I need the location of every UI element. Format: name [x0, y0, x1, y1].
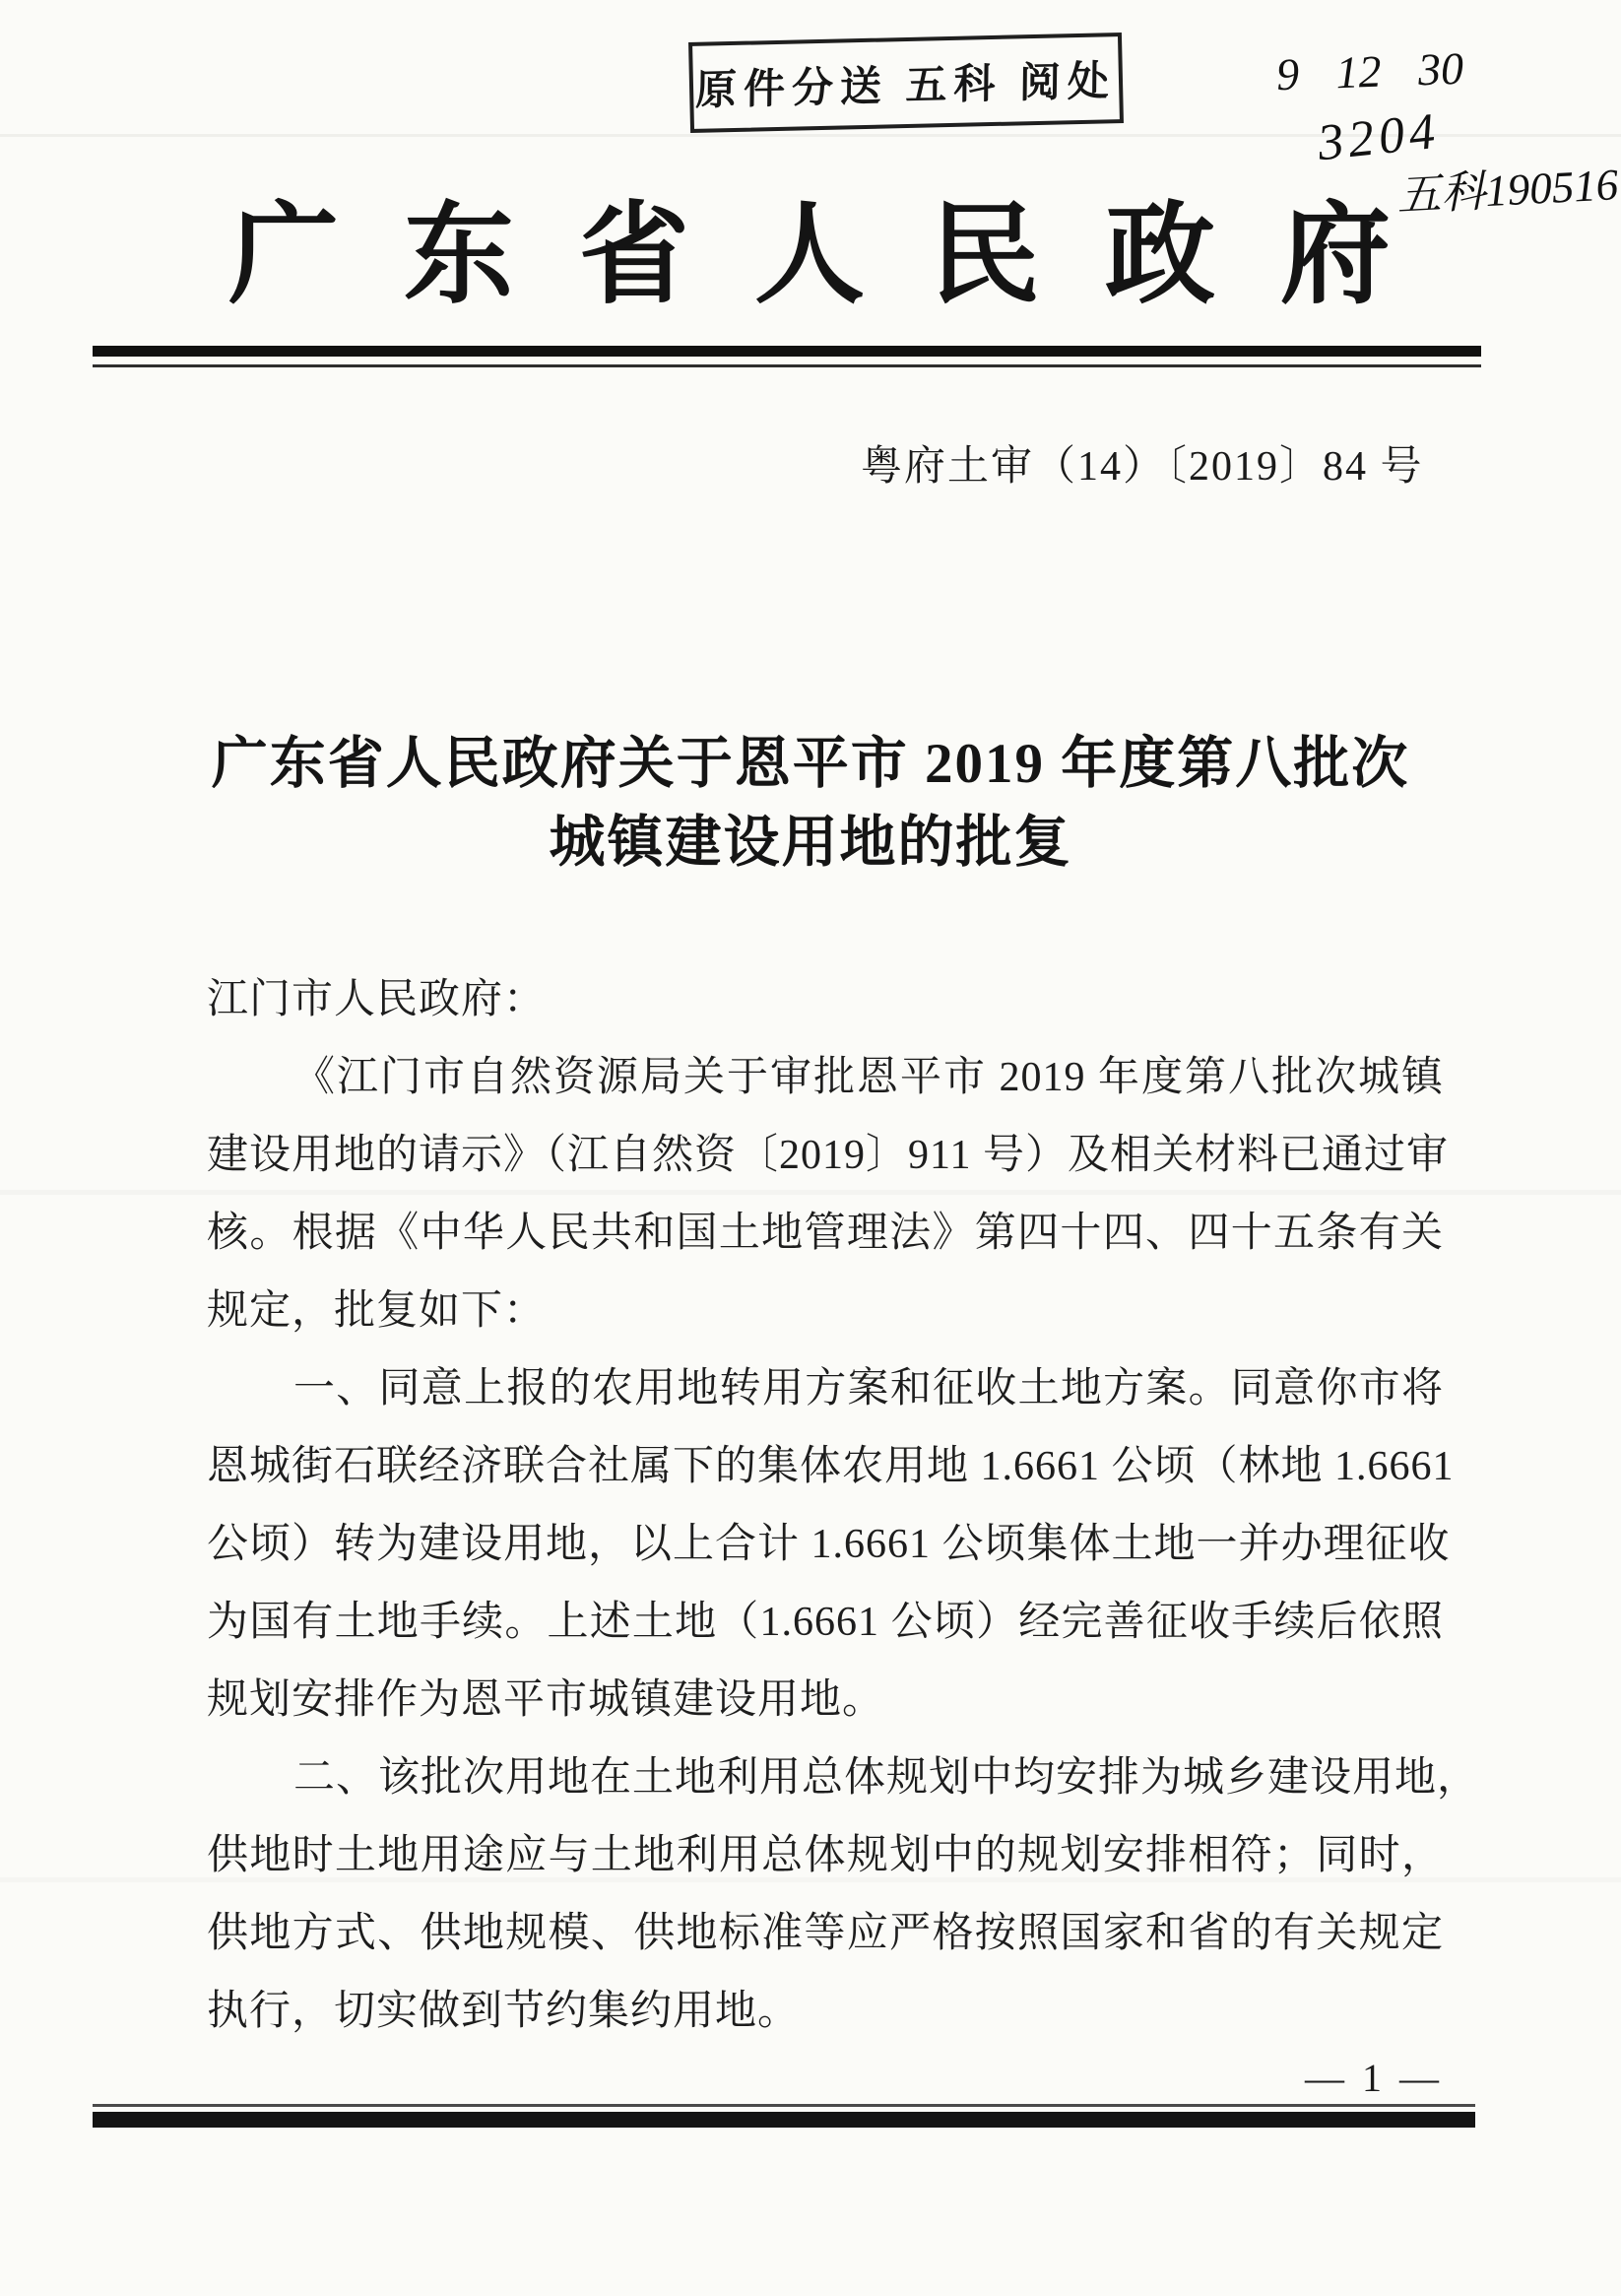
document-title: [0, 725, 1621, 883]
document-title-line1: 广东省人民政府关于恩平市 2019 年度第八批次: [211, 733, 1410, 795]
routing-stamp-box: [688, 33, 1124, 133]
letterhead-rule-thin: [93, 364, 1481, 367]
body-line: 《江门市自然资源局关于审批恩平市 2019 年度第八批次城镇: [293, 1055, 1444, 1100]
body-line: 规定，批复如下：: [207, 1288, 547, 1334]
footer-rule-thick: [93, 2112, 1475, 2128]
document-title-line2: 城镇建设用地的批复: [549, 812, 1072, 874]
body-line: 为国有土地手续。上述土地（1.6661 公顷）经完善征收手续后依照: [207, 1600, 1444, 1645]
handwritten-date-note: 9 12 30: [1275, 42, 1464, 100]
body-line: 公顷）转为建设用地，以上合计 1.6661 公顷集体土地一并办理征收: [207, 1522, 1451, 1567]
document-number: 粤府土审（14）〔2019〕84 号: [861, 444, 1424, 490]
body-line: 建设用地的请示》（江自然资〔2019〕911 号）及相关材料已通过审: [207, 1133, 1449, 1178]
footer-rule-thin: [93, 2104, 1475, 2107]
document-body: [207, 961, 1480, 2051]
body-line: 核。根据《中华人民共和国土地管理法》第四十四、四十五条有关: [207, 1211, 1444, 1256]
body-line: 供地时土地用途应与土地利用总体规划中的规划安排相符；同时，: [207, 1833, 1444, 1878]
handwritten-number-note: 3204: [1315, 102, 1443, 172]
routing-stamp-text: 原件分送 五科 阅处: [695, 59, 1117, 114]
letterhead-rule-thick: [93, 346, 1481, 357]
body-line: 供地方式、供地规模、供地标准等应严格按照国家和省的有关规定: [207, 1911, 1444, 1956]
body-line-salutation: 江门市人民政府：: [207, 977, 547, 1022]
body-line: 规划安排作为恩平市城镇建设用地。: [207, 1677, 885, 1723]
body-line-item-2: 二、该批次用地在土地利用总体规划中均安排为城乡建设用地，: [293, 1755, 1480, 1801]
page-number: — 1 —: [1305, 2056, 1443, 2100]
body-line: 执行，切实做到节约集约用地。: [207, 1989, 801, 2034]
body-line-item-1: 一、同意上报的农用地转用方案和征收土地方案。同意你市将: [293, 1366, 1444, 1411]
letterhead-org-name: 广东省人民政府: [228, 195, 1456, 317]
body-line: 恩城街石联经济联合社属下的集体农用地 1.6661 公顷（林地 1.6661: [207, 1444, 1455, 1489]
handwritten-ref-note: 五科190516: [1395, 160, 1620, 221]
